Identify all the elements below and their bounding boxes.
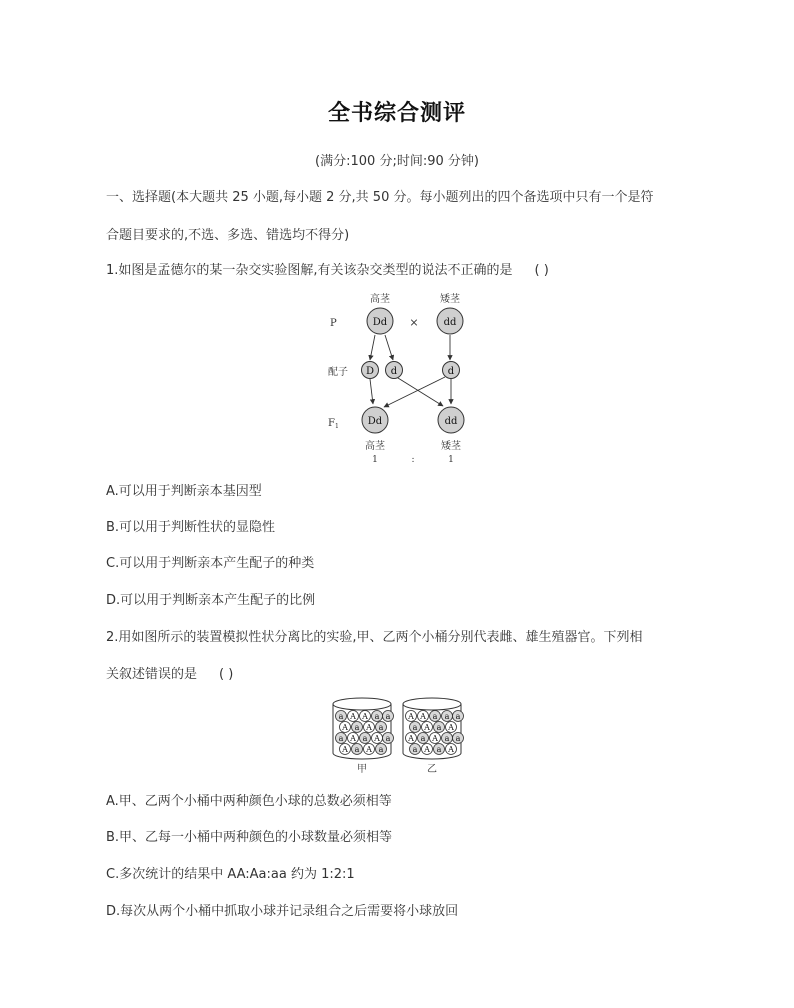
answer-blank: ( ) <box>219 667 234 682</box>
ball-letter: a <box>385 734 391 743</box>
ball-letter: A <box>350 734 356 743</box>
ball-letter: a <box>385 712 391 721</box>
label-short-stem: 矮茎 <box>440 294 460 305</box>
ball-letter: a <box>378 745 384 754</box>
q2-option-b: B.甲、乙每一小桶中两种颜色的小球数量必须相等 <box>106 830 393 845</box>
ratio-right: 1 <box>448 455 454 465</box>
ball-letter: a <box>455 712 461 721</box>
ball-letter: A <box>448 745 454 754</box>
gamete-1: D <box>365 366 375 377</box>
question-2-stem-line-1: 2.用如图所示的装置模拟性状分离比的实验,甲、乙两个小桶分别代表雌、雄生殖器官。下列相 <box>106 630 643 645</box>
ball-letter: a <box>420 734 426 743</box>
ball-letter: A <box>366 745 372 754</box>
ball-letter: a <box>436 723 442 732</box>
ball-letter: a <box>374 712 380 721</box>
question-1-stem <box>106 259 549 278</box>
question-2-stem-line-2 <box>106 663 233 682</box>
ball-letter: A <box>432 734 438 743</box>
q1-option-a: A.可以用于判断亲本基因型 <box>106 484 262 499</box>
label-tall-stem: 高茎 <box>370 294 390 305</box>
ball-letter: A <box>408 734 414 743</box>
ball-letter: A <box>362 712 368 721</box>
q1-option-b: B.可以用于判断性状的显隐性 <box>106 520 276 535</box>
ball-letter: A <box>424 723 430 732</box>
bucket-diagram <box>326 690 466 780</box>
ball-letter: A <box>366 723 372 732</box>
question-2-text: 关叙述错误的是 <box>106 667 198 682</box>
ball-letter: a <box>455 734 461 743</box>
arrow-g1-o1 <box>370 379 373 404</box>
answer-blank: ( ) <box>534 263 549 278</box>
cross-diagram <box>320 290 480 466</box>
exam-info: (满分:100 分;时间:90 分钟) <box>315 154 479 169</box>
ball-letter: a <box>354 745 360 754</box>
ball-letter: A <box>350 712 356 721</box>
arrow-g3-o1 <box>384 377 445 407</box>
ball-letter: a <box>412 723 418 732</box>
ball-letter: a <box>444 712 450 721</box>
offspring-genotype-2: dd <box>444 416 458 427</box>
ball-letter: a <box>378 723 384 732</box>
question-1-text: 1.如图是孟德尔的某一杂交实验图解,有关该杂交类型的说法不正确的是 <box>106 263 513 278</box>
page-title: 全书综合测评 <box>327 101 466 126</box>
row-label-f1: $F_1$ <box>328 418 339 430</box>
parent-genotype-1: Dd <box>372 317 388 328</box>
bucket-label-jia: 甲 <box>357 764 367 775</box>
bucket-jia-rim <box>333 698 391 710</box>
ball-letter: A <box>420 712 426 721</box>
ratio-left: 1 <box>372 455 378 465</box>
bucket-yi-rim <box>403 698 461 710</box>
row-label-p: P <box>330 318 337 329</box>
parent-genotype-2: dd <box>443 317 457 328</box>
arrow-p1-g1 <box>370 335 375 360</box>
bucket-jia <box>333 698 394 759</box>
cross-symbol: × <box>409 316 419 329</box>
ball-letter: A <box>374 734 380 743</box>
q2-option-c: C.多次统计的结果中 AA:Aa:aa 约为 1:2:1 <box>106 867 355 882</box>
ball-letter: a <box>354 723 360 732</box>
ball-letter: a <box>436 745 442 754</box>
row-label-gamete: 配子 <box>328 367 348 378</box>
ball-letter: a <box>338 734 344 743</box>
offspring-genotype-1: Dd <box>367 416 383 427</box>
ball-letter: A <box>408 712 414 721</box>
ball-letter: A <box>424 745 430 754</box>
section-instructions-line-1: 一、选择题(本大题共 25 小题,每小题 2 分,共 50 分。每小题列出的四个备选项中只有一个是符 <box>106 190 654 205</box>
gamete-3: d <box>447 366 455 377</box>
q2-option-d: D.每次从两个小桶中抓取小球并记录组合之后需要将小球放回 <box>106 904 459 919</box>
bucket-label-yi: 乙 <box>427 764 437 775</box>
offspring-label-2: 矮茎 <box>441 441 461 452</box>
ball-letter: a <box>362 734 368 743</box>
arrow-g2-o2 <box>398 378 443 406</box>
section-instructions-line-2: 合题目要求的,不选、多选、错选均不得分) <box>106 228 350 243</box>
gamete-2: d <box>390 366 398 377</box>
ball-letter: a <box>338 712 344 721</box>
ball-letter: a <box>432 712 438 721</box>
ratio-colon: : <box>411 455 415 465</box>
ball-letter: a <box>412 745 418 754</box>
q1-option-d: D.可以用于判断亲本产生配子的比例 <box>106 593 316 608</box>
bucket-yi <box>403 698 464 759</box>
offspring-label-1: 高茎 <box>365 441 385 452</box>
ball-letter: A <box>342 745 348 754</box>
arrow-p1-g2 <box>385 335 393 360</box>
q2-option-a: A.甲、乙两个小桶中两种颜色小球的总数必须相等 <box>106 794 392 809</box>
ball-letter: a <box>444 734 450 743</box>
q1-option-c: C.可以用于判断亲本产生配子的种类 <box>106 556 315 571</box>
ball-letter: A <box>342 723 348 732</box>
ball-letter: A <box>448 723 454 732</box>
